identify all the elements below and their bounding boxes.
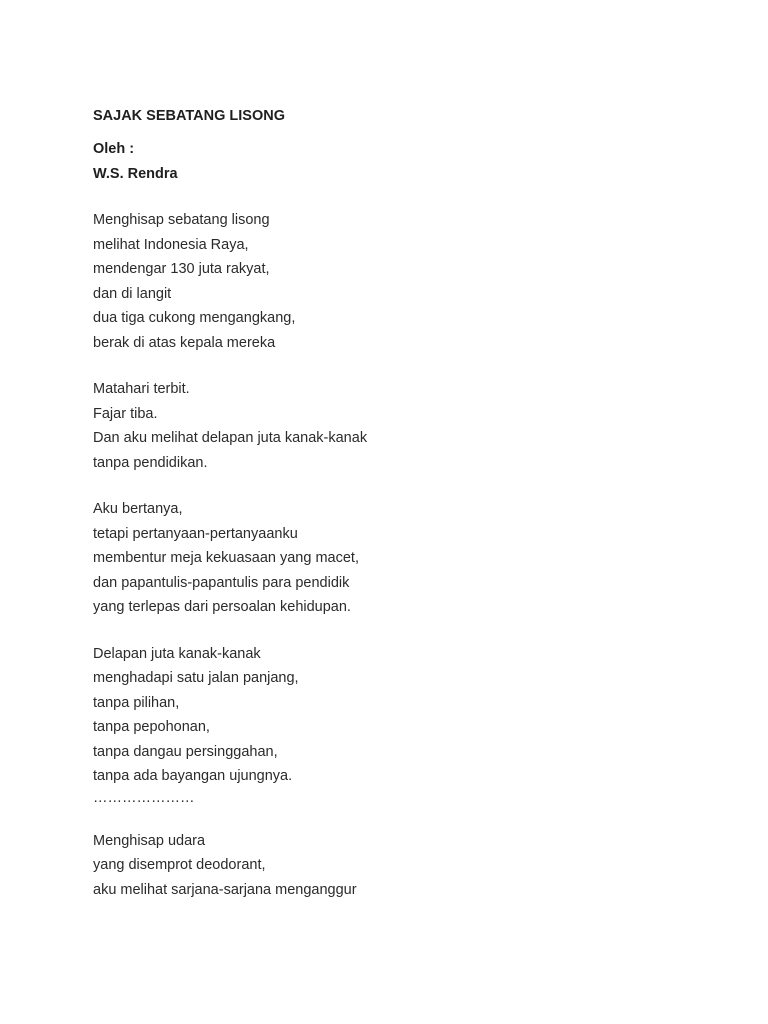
poem-line: dan di langit bbox=[93, 285, 172, 302]
poem-line: tanpa ada bayangan ujungnya. bbox=[93, 768, 293, 784]
poem-line: dua tiga cukong mengangkang, bbox=[93, 310, 296, 326]
ellipsis-line: ………………… bbox=[93, 789, 195, 806]
poem-line: Fajar tiba. bbox=[93, 405, 158, 422]
poem-title: SAJAK SEBATANG LISONG bbox=[93, 108, 286, 124]
poem-line: Menghisap udara bbox=[93, 832, 206, 849]
document-page bbox=[93, 104, 733, 902]
stanza-4 bbox=[93, 642, 733, 807]
poem-line: membentur meja kekuasaan yang macet, bbox=[93, 550, 359, 566]
poem-line: menghadapi satu jalan panjang, bbox=[93, 670, 299, 686]
poem-line: Delapan juta kanak-kanak bbox=[93, 645, 261, 662]
poem-line: yang disemprot deodorant, bbox=[93, 857, 266, 873]
byline-label: Oleh : bbox=[93, 141, 135, 157]
stanza-1 bbox=[93, 208, 733, 355]
poem-line: aku melihat sarjana-sarjana menganggur bbox=[93, 881, 357, 898]
poem-line: yang terlepas dari persoalan kehidupan. bbox=[93, 599, 351, 615]
poem-line: tanpa pepohonan, bbox=[93, 719, 210, 735]
poem-line: berak di atas kepala mereka bbox=[93, 334, 276, 351]
poem-line: dan papantulis-papantulis para pendidik bbox=[93, 574, 350, 591]
stanza-5 bbox=[93, 829, 733, 903]
poem-line: tanpa dangau persinggahan, bbox=[93, 743, 278, 760]
poem-line: tetapi pertanyaan-pertanyaanku bbox=[93, 525, 298, 542]
poem-line: Aku bertanya, bbox=[93, 501, 183, 517]
poem-line: Matahari terbit. bbox=[93, 381, 190, 397]
poem-line: melihat Indonesia Raya, bbox=[93, 236, 249, 253]
poem-line: tanpa pilihan, bbox=[93, 694, 180, 711]
poem-line: mendengar 130 juta rakyat, bbox=[93, 261, 270, 277]
stanza-2 bbox=[93, 377, 733, 475]
poem-line: Menghisap sebatang lisong bbox=[93, 212, 270, 228]
poem-line: tanpa pendidikan. bbox=[93, 454, 208, 471]
stanza-3 bbox=[93, 497, 733, 620]
poem-line: Dan aku melihat delapan juta kanak-kanak bbox=[93, 430, 368, 446]
author-name: W.S. Rendra bbox=[93, 165, 178, 182]
